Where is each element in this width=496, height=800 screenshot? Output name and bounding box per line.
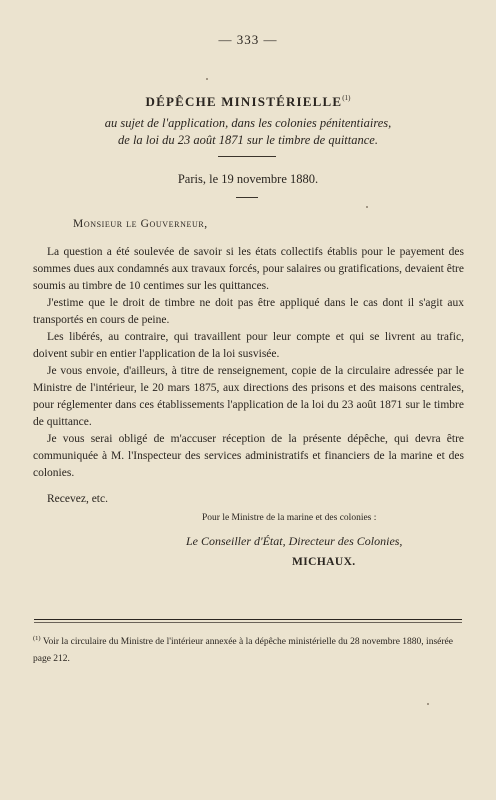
paragraph: J'estime que le droit de timbre ne doit pas être appliqué dans le cas dont il s'agit aux transportés en cours de peine.	[33, 297, 464, 326]
subtitle-line-1: au sujet de l'application, dans les colonies pénitentiaires,	[104, 116, 392, 130]
document-title	[0, 94, 496, 110]
footnote	[33, 630, 464, 668]
footnote-divider-thin	[34, 622, 462, 623]
subtitle-line-2: de la loi du 23 août 1871 sur le timbre de quittance.	[118, 133, 378, 147]
title-divider	[218, 156, 276, 157]
signature-name: MICHAUX.	[292, 556, 356, 568]
signoff: Recevez, etc.	[47, 493, 108, 505]
dateline: Paris, le 19 novembre 1880.	[177, 172, 319, 186]
paper-speck	[427, 703, 429, 705]
paragraph: Je vous envoie, d'ailleurs, à titre de renseignement, copie de la circulaire adressée par le Ministre de l'intérieur, le 20 mars 1875, aux directions des prisons et des maisons centrales, pour réglementer dans ces établissements l'application de la loi du 23 août 1871 sur le timbre de quittance.	[33, 365, 464, 428]
paper-speck	[366, 206, 368, 208]
date-divider	[236, 197, 258, 198]
footnote-divider	[34, 619, 462, 620]
signature-authority: Pour le Ministre de la marine et des colonies :	[202, 513, 377, 523]
paragraph: La question a été soulevée de savoir si les états collectifs établis pour le payement des sommes dues aux condamnés aux travaux forcés, pour salaires ou gratifications, devaient être soumis au timbre de 10 centimes sur les quittances.	[33, 246, 464, 292]
salutation: Monsieur le Gouverneur,	[73, 218, 208, 230]
footnote-text: Voir la circulaire du Ministre de l'intérieur annexée à la dépêche ministérielle du 28 novembre 1880, insérée page 212.	[33, 637, 453, 664]
letter-body	[33, 244, 464, 482]
footnote-marker: (1)	[33, 635, 41, 642]
paragraph: Les libérés, au contraire, qui travaillent pour leur compte et qui se livrent au trafic, doivent subir en entier l'application de la loi susvisée.	[33, 331, 464, 360]
title-footnote-marker: (1)	[342, 94, 351, 102]
title-text: DÉPÊCHE MINISTÉRIELLE	[145, 94, 343, 109]
paper-speck	[206, 78, 208, 80]
page-number: — 333 —	[218, 32, 278, 47]
signature-title: Le Conseiller d'État, Directeur des Colonies,	[186, 534, 403, 548]
paragraph: Je vous serai obligé de m'accuser réception de la présente dépêche, qui devra être communiquée à M. l'Inspecteur des services administratifs et financiers de la marine et des colonies.	[33, 433, 464, 479]
